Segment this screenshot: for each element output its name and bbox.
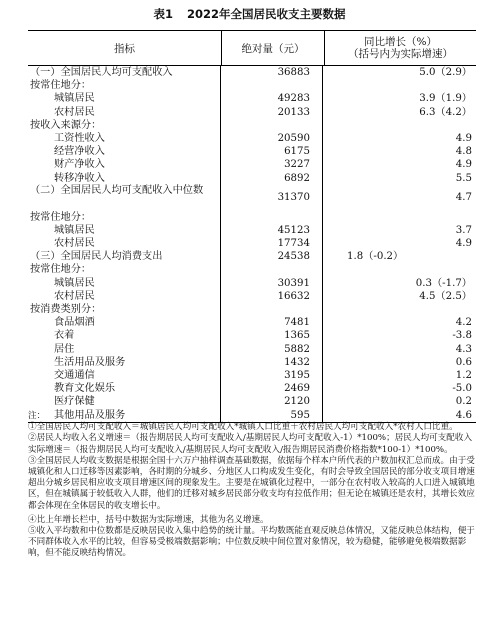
row-value: 30391 bbox=[221, 277, 323, 290]
row-value: 20133 bbox=[221, 106, 323, 119]
table-row bbox=[28, 395, 476, 408]
row-growth bbox=[323, 263, 476, 276]
row-growth: 5.0（2.9） bbox=[419, 67, 472, 78]
notes-label: 注： bbox=[28, 411, 46, 421]
row-label: 医疗保健 bbox=[28, 395, 221, 408]
row-value: 1432 bbox=[221, 356, 323, 369]
table-row bbox=[28, 185, 476, 211]
table-row bbox=[28, 119, 476, 132]
table-row bbox=[28, 237, 476, 250]
table-row bbox=[28, 356, 476, 369]
note-5: ⑤收入平均数和中位数都是反映居民收入集中趋势的统计量。平均数既能直观反映总体情况，又能反映总体结构，便于不同群体收入水平的比较，但容易受极端数据影响；中位数反映中间位置对象情况，较为稳健，能够避免极端数据影响，但不能反映结构情况。 bbox=[28, 526, 475, 559]
table-row bbox=[28, 106, 476, 119]
row-label: 城镇居民 bbox=[28, 92, 221, 105]
income-expenditure-table bbox=[28, 30, 476, 423]
row-label: （三）全国居民人均消费支出 bbox=[28, 250, 221, 263]
row-label: 生活用品及服务 bbox=[28, 356, 221, 369]
row-value: 3195 bbox=[221, 369, 323, 382]
row-value: 6175 bbox=[221, 145, 323, 158]
table-row bbox=[28, 172, 476, 185]
row-growth bbox=[323, 211, 476, 224]
table-row bbox=[28, 369, 476, 382]
row-growth: 4.2 bbox=[455, 317, 472, 329]
note-3: ③全国居民人均收支数据是根据全国十六万户抽样调查基础数据，依据每个样本户所代表的户数加权汇总而成。由于受城镇化和人口迁移等因素影响，各时期的分城乡、分地区人口构成发生变化，有时会导致全国居民的部分收支项目增速超出分城乡居民相应收支项目增速区间的现象发生。主要是在城镇化过程中，一部分在农村收入较高的人口进入城镇地区，但在城镇属于较低收入人群，他们的迁移对城乡居民部分收支均有拉低作用；但无论在城镇还是农村，其增长效应都会体现在全体居民的收支增长中。 bbox=[28, 455, 475, 511]
header-absolute: 绝对量（元） bbox=[222, 31, 325, 65]
row-growth: 4.8 bbox=[455, 146, 472, 158]
table-row bbox=[28, 132, 476, 145]
table-row bbox=[28, 250, 476, 263]
row-value: 24538 bbox=[221, 250, 323, 263]
row-label: 按常住地分： bbox=[28, 263, 221, 276]
table-row bbox=[28, 158, 476, 171]
table-row bbox=[28, 277, 476, 290]
row-growth: 1.8（-0.2） bbox=[347, 251, 404, 263]
row-label: 教育文化娱乐 bbox=[28, 382, 221, 395]
row-growth: 4.9 bbox=[455, 132, 472, 144]
row-label: 农村居民 bbox=[28, 237, 221, 250]
row-label: 按消费类别分： bbox=[28, 303, 221, 316]
header-growth bbox=[325, 36, 476, 60]
row-label: 衣着 bbox=[28, 329, 221, 342]
table-row bbox=[28, 316, 476, 329]
row-growth: 4.9 bbox=[455, 159, 472, 171]
row-label: 转移净收入 bbox=[28, 172, 221, 185]
row-label: 农村居民 bbox=[28, 290, 221, 303]
table-row bbox=[28, 343, 476, 356]
row-growth bbox=[323, 303, 476, 316]
table-title bbox=[0, 6, 499, 22]
table-row bbox=[28, 145, 476, 158]
note-2: ②居民人均收入名义增速＝（报告期居民人均可支配收入/基期居民人均可支配收入-1）*100%；居民人均可支配收入实际增速＝（报告期居民人均可支配收入/基期居民人均可支配收入/报告期居民消费价格指数*100-1）*100%。 bbox=[28, 433, 473, 455]
row-value: 6892 bbox=[221, 172, 323, 185]
table-notes bbox=[28, 411, 476, 560]
row-label: 经营净收入 bbox=[28, 145, 221, 158]
table-row bbox=[28, 224, 476, 237]
row-value bbox=[221, 211, 323, 224]
row-value: 45123 bbox=[221, 224, 323, 237]
row-value: 3227 bbox=[221, 158, 323, 171]
row-label: 食品烟酒 bbox=[28, 316, 221, 329]
table-row bbox=[28, 211, 476, 224]
row-value bbox=[221, 79, 323, 92]
row-value: 1365 bbox=[221, 329, 323, 342]
row-value: 2469 bbox=[221, 382, 323, 395]
table-row bbox=[28, 382, 476, 395]
row-growth: 3.9（1.9） bbox=[419, 93, 472, 105]
row-value: 36883 bbox=[221, 66, 323, 79]
row-value bbox=[221, 119, 323, 132]
table-row bbox=[28, 290, 476, 303]
table-row bbox=[28, 303, 476, 316]
row-value: 49283 bbox=[221, 92, 323, 105]
table-title-text: 2022年全国居民收支主要数据 bbox=[187, 7, 346, 21]
table-row bbox=[28, 329, 476, 342]
row-growth: -5.0 bbox=[452, 383, 472, 395]
row-growth: 0.2 bbox=[455, 396, 472, 408]
row-value: 2120 bbox=[221, 395, 323, 408]
note-4: ④比上年增长栏中，括号中数据为实际增速，其他为名义增速。 bbox=[28, 514, 269, 525]
row-value bbox=[221, 263, 323, 276]
row-label: 交通通信 bbox=[28, 369, 221, 382]
row-growth: 4.6 bbox=[455, 409, 472, 421]
row-growth: 3.7 bbox=[455, 224, 472, 236]
row-label: （二）全国居民人均可支配收入中位数 bbox=[28, 185, 221, 211]
row-growth: 4.7 bbox=[455, 191, 472, 203]
row-value: 7481 bbox=[221, 316, 323, 329]
row-label: 其他用品及服务 bbox=[28, 409, 221, 422]
row-growth: 6.3（4.2） bbox=[419, 106, 472, 118]
row-growth bbox=[323, 119, 476, 132]
table-header bbox=[28, 31, 476, 66]
row-label: （一）全国居民人均可支配收入 bbox=[28, 66, 221, 79]
header-growth-line1: 同比增长（%） bbox=[364, 36, 437, 48]
row-growth: 1.2 bbox=[455, 369, 472, 381]
row-growth: 0.6 bbox=[455, 356, 472, 368]
row-growth: -3.8 bbox=[452, 330, 472, 342]
row-value: 17734 bbox=[221, 237, 323, 250]
row-label: 财产净收入 bbox=[28, 158, 221, 171]
row-label: 工资性收入 bbox=[28, 132, 221, 145]
table-body bbox=[28, 66, 476, 422]
row-label: 按收入来源分： bbox=[28, 119, 221, 132]
table-row bbox=[28, 92, 476, 105]
row-growth: 4.5（2.5） bbox=[419, 290, 472, 302]
table-row bbox=[28, 263, 476, 276]
header-growth-line2: （括号内为实际增速） bbox=[348, 48, 453, 60]
row-growth: 0.3（-1.7） bbox=[415, 277, 472, 289]
row-growth: 5.5 bbox=[455, 172, 472, 184]
row-label: 农村居民 bbox=[28, 106, 221, 119]
row-value: 31370 bbox=[221, 185, 323, 211]
row-label: 按常住地分： bbox=[28, 79, 221, 92]
row-growth bbox=[323, 79, 476, 92]
row-label: 居住 bbox=[28, 343, 221, 356]
table-row bbox=[28, 79, 476, 92]
row-value: 20590 bbox=[221, 132, 323, 145]
row-label: 按常住地分： bbox=[28, 211, 221, 224]
table-row bbox=[28, 66, 476, 79]
row-label: 城镇居民 bbox=[28, 277, 221, 290]
row-value: 16632 bbox=[221, 290, 323, 303]
row-growth: 4.3 bbox=[455, 343, 472, 355]
table-number: 表1 bbox=[153, 7, 173, 21]
header-indicator: 指标 bbox=[28, 31, 222, 65]
row-value: 595 bbox=[221, 409, 323, 422]
note-1: ①全国居民人均可支配收入＝城镇居民人均可支配收入*城镇人口比重＋农村居民人均可支配收入*农村人口比重。 bbox=[28, 422, 458, 433]
row-growth: 4.9 bbox=[455, 238, 472, 250]
row-value: 5882 bbox=[221, 343, 323, 356]
row-value bbox=[221, 303, 323, 316]
row-label: 城镇居民 bbox=[28, 224, 221, 237]
